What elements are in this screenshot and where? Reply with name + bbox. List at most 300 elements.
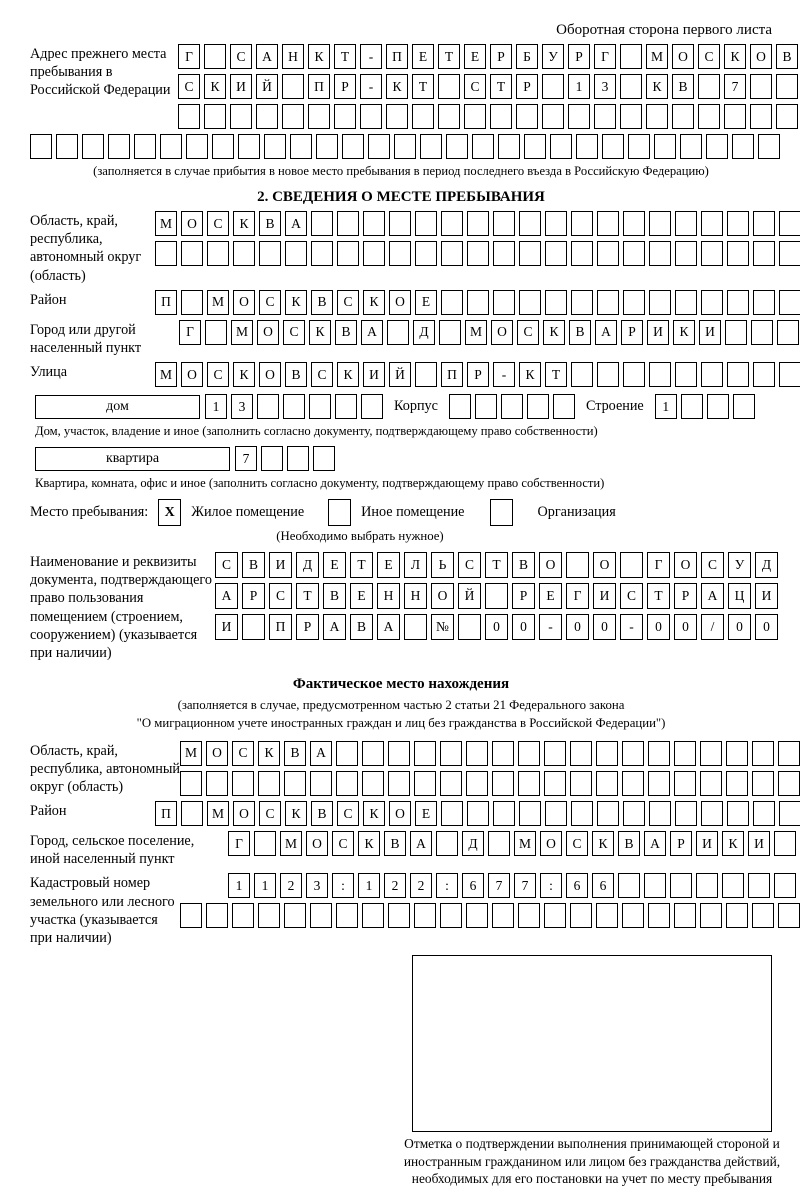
form-cell[interactable]: Р: [568, 44, 590, 69]
form-cell[interactable]: [706, 134, 728, 159]
form-cell[interactable]: М: [231, 320, 253, 345]
form-cell[interactable]: 3: [594, 74, 616, 99]
form-cell[interactable]: [467, 211, 489, 236]
house-box[interactable]: дом: [35, 395, 200, 419]
form-cell[interactable]: В: [672, 74, 694, 99]
form-cell[interactable]: 0: [755, 614, 778, 640]
form-cell[interactable]: [475, 394, 497, 419]
form-cell[interactable]: В: [776, 44, 798, 69]
form-cell[interactable]: Е: [323, 552, 346, 578]
form-cell[interactable]: Е: [350, 583, 373, 609]
form-cell[interactable]: У: [542, 44, 564, 69]
form-cell[interactable]: [623, 362, 645, 387]
form-cell[interactable]: В: [259, 211, 281, 236]
form-cell[interactable]: М: [207, 801, 229, 826]
form-cell[interactable]: 7: [235, 446, 257, 471]
form-cell[interactable]: К: [204, 74, 226, 99]
form-cell[interactable]: О: [389, 801, 411, 826]
form-cell[interactable]: [752, 903, 774, 928]
form-cell[interactable]: [337, 241, 359, 266]
form-cell[interactable]: [316, 134, 338, 159]
form-cell[interactable]: К: [519, 362, 541, 387]
form-cell[interactable]: [544, 771, 566, 796]
form-cell[interactable]: [753, 290, 775, 315]
form-cell[interactable]: [544, 741, 566, 766]
form-cell[interactable]: -: [539, 614, 562, 640]
stay-type-checkbox-other-premises[interactable]: [328, 499, 351, 526]
form-cell[interactable]: Е: [415, 290, 437, 315]
form-cell[interactable]: [290, 134, 312, 159]
form-cell[interactable]: М: [280, 831, 302, 856]
form-cell[interactable]: С: [207, 362, 229, 387]
form-cell[interactable]: [670, 873, 692, 898]
form-cell[interactable]: [701, 801, 723, 826]
form-cell[interactable]: [230, 104, 252, 129]
form-cell[interactable]: [550, 134, 572, 159]
form-cell[interactable]: [258, 771, 280, 796]
form-cell[interactable]: [545, 801, 567, 826]
form-cell[interactable]: В: [618, 831, 640, 856]
form-cell[interactable]: М: [646, 44, 668, 69]
form-cell[interactable]: И: [215, 614, 238, 640]
form-cell[interactable]: [415, 362, 437, 387]
form-cell[interactable]: [493, 241, 515, 266]
form-cell[interactable]: К: [233, 362, 255, 387]
form-cell[interactable]: Д: [413, 320, 435, 345]
form-cell[interactable]: [646, 104, 668, 129]
form-cell[interactable]: [108, 134, 130, 159]
form-cell[interactable]: О: [491, 320, 513, 345]
form-cell[interactable]: [361, 394, 383, 419]
form-cell[interactable]: [204, 104, 226, 129]
form-cell[interactable]: К: [233, 211, 255, 236]
form-cell[interactable]: 1: [205, 394, 227, 419]
form-cell[interactable]: К: [285, 290, 307, 315]
form-cell[interactable]: П: [269, 614, 292, 640]
form-cell[interactable]: [238, 134, 260, 159]
form-cell[interactable]: [56, 134, 78, 159]
form-cell[interactable]: [186, 134, 208, 159]
form-cell[interactable]: [726, 771, 748, 796]
form-cell[interactable]: Е: [377, 552, 400, 578]
form-cell[interactable]: С: [311, 362, 333, 387]
form-cell[interactable]: М: [155, 362, 177, 387]
form-cell[interactable]: [620, 44, 642, 69]
form-cell[interactable]: 6: [566, 873, 588, 898]
form-cell[interactable]: С: [259, 290, 281, 315]
form-cell[interactable]: С: [458, 552, 481, 578]
form-cell[interactable]: [707, 394, 729, 419]
form-cell[interactable]: [623, 241, 645, 266]
form-cell[interactable]: [336, 741, 358, 766]
form-cell[interactable]: [675, 290, 697, 315]
form-cell[interactable]: [542, 74, 564, 99]
form-cell[interactable]: Р: [242, 583, 265, 609]
form-cell[interactable]: [488, 831, 510, 856]
form-cell[interactable]: [571, 290, 593, 315]
form-cell[interactable]: [701, 362, 723, 387]
form-cell[interactable]: [415, 241, 437, 266]
form-cell[interactable]: [438, 74, 460, 99]
form-cell[interactable]: [576, 134, 598, 159]
form-cell[interactable]: [698, 74, 720, 99]
form-cell[interactable]: [545, 211, 567, 236]
form-cell[interactable]: [571, 362, 593, 387]
form-cell[interactable]: О: [674, 552, 697, 578]
form-cell[interactable]: С: [620, 583, 643, 609]
form-cell[interactable]: С: [207, 211, 229, 236]
form-cell[interactable]: [207, 241, 229, 266]
form-cell[interactable]: [386, 104, 408, 129]
form-cell[interactable]: [404, 614, 427, 640]
form-cell[interactable]: Т: [485, 552, 508, 578]
form-cell[interactable]: [623, 290, 645, 315]
form-cell[interactable]: [160, 134, 182, 159]
form-cell[interactable]: [181, 801, 203, 826]
form-cell[interactable]: Д: [462, 831, 484, 856]
form-cell[interactable]: Д: [755, 552, 778, 578]
form-cell[interactable]: А: [285, 211, 307, 236]
form-cell[interactable]: С: [337, 290, 359, 315]
form-cell[interactable]: Н: [377, 583, 400, 609]
form-cell[interactable]: В: [242, 552, 265, 578]
form-cell[interactable]: [420, 134, 442, 159]
form-cell[interactable]: [363, 211, 385, 236]
form-cell[interactable]: [778, 903, 800, 928]
form-cell[interactable]: К: [258, 741, 280, 766]
form-cell[interactable]: В: [311, 290, 333, 315]
form-cell[interactable]: [518, 903, 540, 928]
form-cell[interactable]: [750, 74, 772, 99]
form-cell[interactable]: [485, 583, 508, 609]
form-cell[interactable]: [498, 134, 520, 159]
form-cell[interactable]: [134, 134, 156, 159]
form-cell[interactable]: [178, 104, 200, 129]
form-cell[interactable]: [753, 801, 775, 826]
form-cell[interactable]: [388, 741, 410, 766]
form-cell[interactable]: [466, 771, 488, 796]
form-cell[interactable]: [368, 134, 390, 159]
form-cell[interactable]: [753, 211, 775, 236]
form-cell[interactable]: [415, 211, 437, 236]
form-cell[interactable]: [180, 903, 202, 928]
form-cell[interactable]: С: [269, 583, 292, 609]
form-cell[interactable]: [527, 394, 549, 419]
form-cell[interactable]: М: [207, 290, 229, 315]
form-cell[interactable]: [648, 741, 670, 766]
form-cell[interactable]: С: [232, 741, 254, 766]
form-cell[interactable]: [649, 290, 671, 315]
form-cell[interactable]: [233, 241, 255, 266]
form-cell[interactable]: [779, 241, 800, 266]
form-cell[interactable]: [493, 211, 515, 236]
form-cell[interactable]: [570, 741, 592, 766]
form-cell[interactable]: О: [257, 320, 279, 345]
form-cell[interactable]: [597, 801, 619, 826]
form-cell[interactable]: [181, 241, 203, 266]
form-cell[interactable]: [672, 104, 694, 129]
form-cell[interactable]: Т: [334, 44, 356, 69]
form-cell[interactable]: [544, 903, 566, 928]
form-cell[interactable]: [620, 104, 642, 129]
form-cell[interactable]: Р: [490, 44, 512, 69]
form-cell[interactable]: [758, 134, 780, 159]
form-cell[interactable]: [310, 903, 332, 928]
form-cell[interactable]: [545, 290, 567, 315]
form-cell[interactable]: Ц: [728, 583, 751, 609]
form-cell[interactable]: [732, 134, 754, 159]
form-cell[interactable]: Р: [516, 74, 538, 99]
form-cell[interactable]: [622, 903, 644, 928]
form-cell[interactable]: Р: [467, 362, 489, 387]
form-cell[interactable]: [727, 211, 749, 236]
form-cell[interactable]: [681, 394, 703, 419]
form-cell[interactable]: [778, 741, 800, 766]
form-cell[interactable]: [701, 241, 723, 266]
form-cell[interactable]: 0: [593, 614, 616, 640]
form-cell[interactable]: [597, 241, 619, 266]
form-cell[interactable]: С: [332, 831, 354, 856]
form-cell[interactable]: -: [360, 44, 382, 69]
form-cell[interactable]: С: [178, 74, 200, 99]
form-cell[interactable]: 7: [488, 873, 510, 898]
form-cell[interactable]: [675, 211, 697, 236]
form-cell[interactable]: [467, 290, 489, 315]
form-cell[interactable]: [648, 771, 670, 796]
form-cell[interactable]: Р: [674, 583, 697, 609]
form-cell[interactable]: [258, 903, 280, 928]
form-cell[interactable]: У: [728, 552, 751, 578]
form-cell[interactable]: К: [543, 320, 565, 345]
form-cell[interactable]: 2: [410, 873, 432, 898]
form-cell[interactable]: И: [269, 552, 292, 578]
form-cell[interactable]: [283, 394, 305, 419]
form-cell[interactable]: Т: [438, 44, 460, 69]
form-cell[interactable]: О: [259, 362, 281, 387]
form-cell[interactable]: [466, 903, 488, 928]
form-cell[interactable]: 1: [358, 873, 380, 898]
form-cell[interactable]: [779, 362, 800, 387]
form-cell[interactable]: [285, 241, 307, 266]
form-cell[interactable]: [362, 903, 384, 928]
form-cell[interactable]: 2: [384, 873, 406, 898]
form-cell[interactable]: Й: [389, 362, 411, 387]
form-cell[interactable]: 6: [462, 873, 484, 898]
form-cell[interactable]: А: [644, 831, 666, 856]
form-cell[interactable]: И: [699, 320, 721, 345]
form-cell[interactable]: [751, 320, 773, 345]
form-cell[interactable]: №: [431, 614, 454, 640]
form-cell[interactable]: К: [592, 831, 614, 856]
form-cell[interactable]: С: [566, 831, 588, 856]
form-cell[interactable]: [553, 394, 575, 419]
form-cell[interactable]: О: [431, 583, 454, 609]
form-cell[interactable]: Й: [256, 74, 278, 99]
form-cell[interactable]: А: [361, 320, 383, 345]
form-cell[interactable]: [597, 290, 619, 315]
form-cell[interactable]: 7: [514, 873, 536, 898]
form-cell[interactable]: [700, 903, 722, 928]
form-cell[interactable]: 1: [254, 873, 276, 898]
form-cell[interactable]: С: [464, 74, 486, 99]
form-cell[interactable]: 2: [280, 873, 302, 898]
form-cell[interactable]: [725, 320, 747, 345]
form-cell[interactable]: [206, 903, 228, 928]
form-cell[interactable]: [82, 134, 104, 159]
form-cell[interactable]: Г: [566, 583, 589, 609]
form-cell[interactable]: [696, 873, 718, 898]
form-cell[interactable]: [414, 771, 436, 796]
form-cell[interactable]: [727, 290, 749, 315]
form-cell[interactable]: В: [512, 552, 535, 578]
form-cell[interactable]: [438, 104, 460, 129]
form-cell[interactable]: 1: [568, 74, 590, 99]
form-cell[interactable]: В: [323, 583, 346, 609]
form-cell[interactable]: С: [517, 320, 539, 345]
form-cell[interactable]: [362, 741, 384, 766]
form-cell[interactable]: [571, 801, 593, 826]
form-cell[interactable]: П: [386, 44, 408, 69]
form-cell[interactable]: Р: [621, 320, 643, 345]
form-cell[interactable]: В: [284, 741, 306, 766]
form-cell[interactable]: [596, 741, 618, 766]
form-cell[interactable]: [311, 211, 333, 236]
form-cell[interactable]: [467, 801, 489, 826]
form-cell[interactable]: [628, 134, 650, 159]
form-cell[interactable]: [362, 771, 384, 796]
form-cell[interactable]: 0: [728, 614, 751, 640]
form-cell[interactable]: [675, 801, 697, 826]
form-cell[interactable]: [264, 134, 286, 159]
form-cell[interactable]: [30, 134, 52, 159]
stay-type-checkbox-organization[interactable]: [490, 499, 513, 526]
form-cell[interactable]: [181, 290, 203, 315]
form-cell[interactable]: В: [350, 614, 373, 640]
form-cell[interactable]: Д: [296, 552, 319, 578]
form-cell[interactable]: И: [363, 362, 385, 387]
form-cell[interactable]: [337, 211, 359, 236]
form-cell[interactable]: И: [647, 320, 669, 345]
form-cell[interactable]: [674, 903, 696, 928]
form-cell[interactable]: К: [722, 831, 744, 856]
form-cell[interactable]: [675, 241, 697, 266]
form-cell[interactable]: 3: [306, 873, 328, 898]
form-cell[interactable]: [205, 320, 227, 345]
form-cell[interactable]: [519, 241, 541, 266]
form-cell[interactable]: К: [673, 320, 695, 345]
form-cell[interactable]: Г: [647, 552, 670, 578]
form-cell[interactable]: [180, 771, 202, 796]
form-cell[interactable]: [440, 903, 462, 928]
form-cell[interactable]: Е: [415, 801, 437, 826]
form-cell[interactable]: [282, 74, 304, 99]
form-cell[interactable]: Н: [282, 44, 304, 69]
form-cell[interactable]: [602, 134, 624, 159]
form-cell[interactable]: Г: [228, 831, 250, 856]
form-cell[interactable]: [776, 74, 798, 99]
form-cell[interactable]: [308, 104, 330, 129]
form-cell[interactable]: В: [569, 320, 591, 345]
form-cell[interactable]: [492, 741, 514, 766]
form-cell[interactable]: [472, 134, 494, 159]
form-cell[interactable]: [649, 241, 671, 266]
form-cell[interactable]: [620, 74, 642, 99]
form-cell[interactable]: Е: [412, 44, 434, 69]
form-cell[interactable]: [675, 362, 697, 387]
form-cell[interactable]: С: [337, 801, 359, 826]
form-cell[interactable]: В: [311, 801, 333, 826]
form-cell[interactable]: О: [672, 44, 694, 69]
form-cell[interactable]: /: [701, 614, 724, 640]
form-cell[interactable]: С: [259, 801, 281, 826]
form-cell[interactable]: [254, 831, 276, 856]
form-cell[interactable]: О: [233, 801, 255, 826]
form-cell[interactable]: И: [593, 583, 616, 609]
form-cell[interactable]: [620, 552, 643, 578]
form-cell[interactable]: Т: [490, 74, 512, 99]
form-cell[interactable]: [571, 211, 593, 236]
form-cell[interactable]: 0: [512, 614, 535, 640]
form-cell[interactable]: [518, 741, 540, 766]
form-cell[interactable]: [618, 873, 640, 898]
form-cell[interactable]: -: [360, 74, 382, 99]
form-cell[interactable]: [212, 134, 234, 159]
form-cell[interactable]: [776, 104, 798, 129]
form-cell[interactable]: [568, 104, 590, 129]
form-cell[interactable]: [259, 241, 281, 266]
form-cell[interactable]: [493, 801, 515, 826]
form-cell[interactable]: С: [215, 552, 238, 578]
form-cell[interactable]: [441, 211, 463, 236]
form-cell[interactable]: [753, 362, 775, 387]
form-cell[interactable]: [519, 290, 541, 315]
form-cell[interactable]: [542, 104, 564, 129]
form-cell[interactable]: [389, 211, 411, 236]
form-cell[interactable]: О: [206, 741, 228, 766]
form-cell[interactable]: Н: [404, 583, 427, 609]
form-cell[interactable]: [284, 771, 306, 796]
form-cell[interactable]: [516, 104, 538, 129]
form-cell[interactable]: [206, 771, 228, 796]
form-cell[interactable]: К: [724, 44, 746, 69]
form-cell[interactable]: [644, 873, 666, 898]
form-cell[interactable]: В: [285, 362, 307, 387]
form-cell[interactable]: Т: [350, 552, 373, 578]
form-cell[interactable]: [441, 801, 463, 826]
form-cell[interactable]: 7: [724, 74, 746, 99]
form-cell[interactable]: С: [701, 552, 724, 578]
form-cell[interactable]: К: [363, 290, 385, 315]
form-cell[interactable]: К: [309, 320, 331, 345]
form-cell[interactable]: [774, 873, 796, 898]
form-cell[interactable]: К: [337, 362, 359, 387]
form-cell[interactable]: Т: [296, 583, 319, 609]
form-cell[interactable]: И: [755, 583, 778, 609]
form-cell[interactable]: [596, 903, 618, 928]
form-cell[interactable]: А: [323, 614, 346, 640]
form-cell[interactable]: [518, 771, 540, 796]
form-cell[interactable]: [446, 134, 468, 159]
form-cell[interactable]: [309, 394, 331, 419]
form-cell[interactable]: [726, 903, 748, 928]
form-cell[interactable]: О: [233, 290, 255, 315]
form-cell[interactable]: К: [358, 831, 380, 856]
form-cell[interactable]: [436, 831, 458, 856]
form-cell[interactable]: [334, 104, 356, 129]
form-cell[interactable]: С: [698, 44, 720, 69]
form-cell[interactable]: [654, 134, 676, 159]
form-cell[interactable]: [492, 903, 514, 928]
